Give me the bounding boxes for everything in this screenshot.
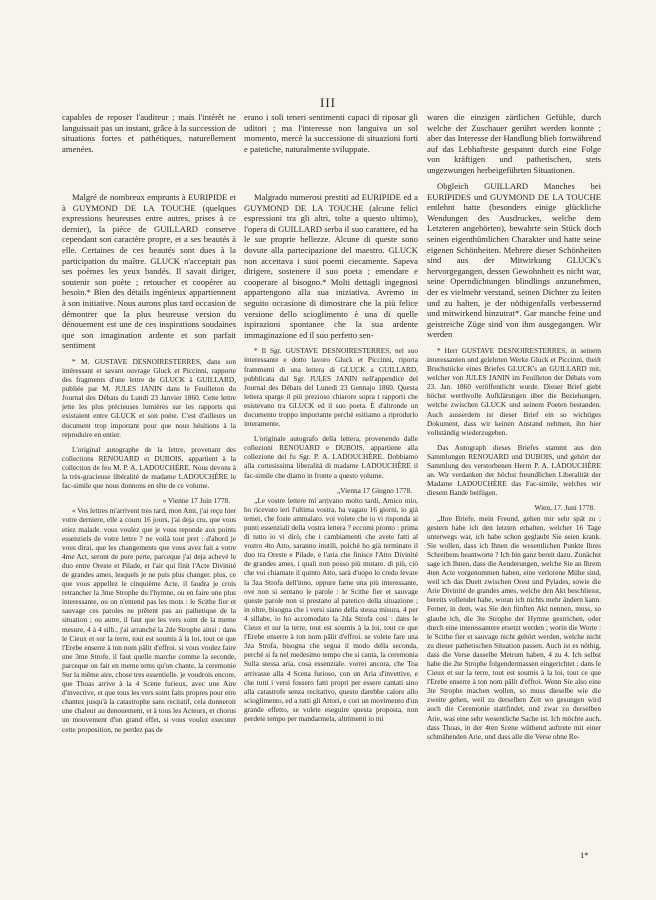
letter-dateline: Wien, 17. Juni 1778. [534, 503, 595, 513]
column-italian [244, 112, 418, 723]
letter-text: « Vos lettres m'arrivent tres tard, mon Ami, j'ai reçu hier votre derniere, elle a couru 16 jours, j'ai deja cru, que vous etiez malade. vous voulez que je vous reponde aux points essenziels de votre lettre ? ne voilà tout pret : d'abord je vous dirai, que les changements que vous avez fait a votre 4me Act, seront de pure perte, parceque j'ai deja achevé le duo entre Oreste et Pilade, et l'air qui finit l'Acte Divinité de grandes ames, lesquels je ne puis plus changer. plus, ce que vous appellez le cinquième Acte, il faudra je crois retrancher la 3me Strophe du l'hymne, ou en faire une plus interessante, ou on n'entend pas les mots : le Scithe fier et sauvage ces paroles ne prêtent pas au pathetique de la situation ; ou autre, il faut que les vers soint de la meme mesure, 4 à 4 silb., j'ai arranché la 2de Strophe ainsi : dans le Cieux et sur la terre, tout est soumis à la loi, tout ce que l'Erebe enserre à ton nom pâlit d'effroi. si vous voulez faire une 3me Strofe, il faut quelle marche comme la seconde, parceque on fait en meme tems qu'on chante, la ceremonie Sur la même aire, chose tres essentielle. je voudrois encore, que Thoas arrive à la 4 Scene furieux, avec une Aire d'invective, et que tous les vers soint faits propres pour etre chantez jusqu'à la catastrophe sans recitatif, cela donneroit une chaleur au denouement, et à tous les Acteurs, et chorus un mouvement d'un grand effet, si vous voulez executer cette proposition, ne perdez pas de [62, 506, 236, 734]
main-paragraph: Malgré de nombreux emprunts à EURIPIDE et à GUYMOND DE LA TOUCHE (quelques expressions heureuses entre autres, prises à ce dernier), la pièce de GUILLARD conserve cependant son caractère propre, et a ses beautés à elle. Certaines de ces beautés sont dues à la participation du maître. GLUCK n'acceptait pas ses poèmes les yeux bandés. Il savait diriger, soutenir son poète ; retoucher et coopérer au besoin.* Bien des détails ingénieux appartiennent à son initiative. Nous aurons plus tard occasion de démontrer que la plus heureuse version du dénouement est une de ces inspirations soudaines que son imagination ardente et son parfait sentiment [62, 192, 236, 351]
column-german [427, 112, 601, 741]
footnote-source: * M. GUSTAVE DESNOIRESTERRES, dans son intéressant et savant ouvrage Gluck et Piccinni, rapporte des fragments d'une lettre de GLUCK à GUILLARD, publiée par M. JULES JANIN dans le Feuilleton du Journal des Débats du Lundi 23 Janvier 1860. Cette lettre jette les plus précieuses lumières sur les rapports qui existaient entre GLUCK et son poète. C'est d'ailleurs un document trop important pour que nous hésitions à la reproduire en entier. [62, 356, 236, 439]
main-paragraph: Malgrado numerosi prestiti ad EURIPIDE ed a GUYMOND DE LA TOUCHE (alcune felici espressioni tra gli altri, tolte a questo ultimo), l'opera di GUILLARD serba il suo carattere, ed ha le sue proprie bellezze. Alcune di queste sono dovute alla partecipazione del maestro. GLUCK non accettava i suoi poemi ciecamente. Sapeva dirigere, sostenere il suo poeta ; emendare e cooperare al bisogno.* Molti dettagli ingegnosi appartengono alla sua iniziativa. Avremo in seguito occasione di dimostrare che la più felice versione dello scioglimento è una di quelle ispirazioni spontanee che la sua ardente immaginazione ed il suo perfetto sen- [244, 192, 418, 340]
intro-paragraph: erano i soli teneri sentimenti capaci di riposar gli uditori ; ma l'interesse non languiva un sol momento, mercè la successione di situazioni forti e patetiche, naturalmente sviluppate. [244, 112, 418, 154]
letter-text: „Le vostre lettere mi arrivano molto tardi, Amico mio, ho ricevuto ieri l'ultima vostra, ha vagato 16 giorni, io già temei, che foste ammalato. voi volete che io vi risponda ai punti essenziali della vostra lettera ? eccomi pronto : prima di tutto io vi dirò, che i cambiamenti che avete fatti al vostro 4to Atto, saranno inutili, poichè ho già terminato il duo tra Oreste e Pilade, e l'aria che finisce l'Atto Divinité de grandes ames, i quali non posso più mutare. di più, ciò che voi chiamate il quinto Atto, sarà d'uopo lo credo levare la 3za Strofa dell'inno, oppure farne una più interessante, ove non si sentano le parole : le Scithe fier et sauvage queste parole non si prestano al patetico della situazione ; in oltre, bisogna che i versi siano della stessa misura, 4 per 4 sillabe, io ho accomodato la 2da Strofa così : dans le Cieux et sur la terre, tout est soumis à la loi, tout ce que l'Erebe enserre à ton nom pâlit d'effroi. se volete fare una 3za Strofa, bisogna che segua il modo della seconda, perchè si fa nel medesimo tempo che si canta, la ceremonia Sulla stessa aria, cosa essenziale. vorrei ancora, che Toa arrivasse alla 4 Scena furioso, con un Aria d'invettive, e che tutti i versi fossero fatti propri per essere cantati sino alla catastrofe senza recitativo, questo darebbe calore allo scioglimento, ed a tutti gli Attori, e cori un movimento d'un grande effetto, se volete eseguire questa proposta, non perdete tempo per mandarmela, altrimenti io mi [244, 495, 418, 723]
sheet-signature: 1* [580, 850, 589, 860]
footnote-source: * Il Sgr. GUSTAVE DESNOIRESTERRES, nel suo interessante e dotto lavoro Gluck et Piccinni, riporta frammenti di una lettera di GLUCK a GUILLARD, pubblicata dal Sgr. JULES JANIN nell'appendice del Journal des Débats del Lunedì 23 Gennajo 1860. Questa lettera sparge il più prezioso chiarore sopra i rapporti che esistevano tra GLUCK ed il suo poeta. È d'altronde un documento troppo importante perchè esitiamo a riprodurlo interamente. [244, 346, 418, 429]
footnote-autograph: L'originale autografo della lettera, provenendo dalle collezioni RENOUARD e DUBOIS, appartiene alla collezione del fu Sgr. P. A. LADOUCHÈRE. Dobbiamo alla cortesissima liberalità di madame LADOUCHÈRE il fac-simile che diamo in fronte a questo volume. [244, 434, 418, 480]
letter-text: „Ihre Briefe, mein Freund, gehen mir sehr spät zu ; gestern habe ich den letzten erhalten, welcher 16 Tage unterwegs war, ich habe schon geglaubt Sie seien krank. Sie wollen, dass ich Ihnen die wesentlichen Punkte Ihres Schreibens beantworte ? Ich bin ganz bereit dazu. Zunächst sage ich Ihnen, dass die Aenderungen, welche Sie an Ihrem 4ten Acte vorgenommen haben, eine verlorene Mühe sind, weil ich das Duett zwischen Orest und Pylades, sowie die Arie Divinité de grandes ames, welche den Akt beschliesst, bereits vollendet habe, woran ich nichts mehr ändern kann. Ferner, in dem, was Sie den fünften Akt nennen, muss, so glaube ich, die 3te Strophe der Hymne gestrichen, oder durch eine interessantere ersetzt werden ; worin die Worte : le Scithe fier et sauvage nicht gehört werden, welche nicht zu dieser pathetischen Situation passen. Auch ist es nöthig, dass die Verse dasselbe Metrum haben, 4 zu 4. Ich selbst habe die 2te Strophe folgendermassen eingerichtet : dans le Cieux et sur la terre, tout est soumis à la loi, tout ce que l'Erebe enserre à ton nom pâlit d'effroi. Wenn Sie also eine 3te Strophe machen wollen, so muss dieselbe wie die zweite gehen, weil zu derselben Zeit wo gesungen wird auch die Ceremonie stattfindet, und zwar zu derselben Arie, was eine sehr wesentliche Sache ist. Ich möchte auch, dass Thoas, in der 4ten Scene wüthend auftrete mit einer schmähenden Arie, und dass alle die Verse ohne Re- [427, 513, 601, 741]
intro-paragraph: waren die einzigen zärtlichen Gefühle, durch welche der Zuschauer gerührt werden konnte ; aber das Interesse der Handlung blieb fortwährend auf das Lebhafteste gespannt durch eine Folge von kräftigen und pathetischen, stets ungezwungen herbeigeführten Situationen. [427, 112, 601, 175]
letter-dateline: „Vienna 17 Giugno 1778. [337, 485, 412, 495]
letter-dateline: « Vienne 17 Juin 1778. [162, 496, 230, 506]
intro-paragraph: capables de reposer l'auditeur ; mais l'intérêt ne languissait pas un instant, grâce à la succession de situations fortes et pathétiques, naturellement amenées. [62, 112, 236, 154]
footnote-source: * Herr GUSTAVE DESNOIRESTERRES, in seinem interessanten und gelehrten Werke Gluck et Piccinni, theilt Bruchstücke eines Briefes GLUCK's an GUILLARD mit, welcher von JULES JANIN im Feuilleton der Débats vom 23. Jan. 1860 veröffentlicht wurde. Dieser Brief giebt höchst werthvolle Aufklärungen über die Beziehungen, welche zwischen GLUCK und seinem Poeten bestanden. Auch ausserdem ist dieser Brief ein so wichtiges Dokument, dass wir keinen Anstand nehmen, ihn hier vollständig wiederzugeben. [427, 345, 601, 437]
column-french [62, 112, 236, 734]
footnote-autograph: L'original autographe de la lettre, provenant des collections RENOUARD et DUBOIS, appartient à la collection de feu M. P. A. LADOUCHÈRE. Nous devons à la très-gracieuse libéralité de madame LADOUCHÈRE le fac-simile que nous donnons en tête de ce volume. [62, 444, 236, 491]
footnote-autograph: Das Autograph dieses Briefes stammt aus den Sammlungen RENOUARD und DUBOIS, und gehört der Sammlung des verstorbenen Herrn P. A. LADOUCHÈRE an. Wir verdanken der höchst freundlichen Liberalität der Madame LADOUCHÈRE das Fac-simile, welches wir diesem Bande beifügen. [427, 442, 601, 498]
page-number: III [320, 95, 336, 110]
main-paragraph: Obgleich GUILLARD Manches bei EURIPIDES und GUYMOND DE LA TOUCHE entlehnt hatte (besonders einige glückliche Wendungen des Ausdruckes, welche dem Letzteren angehörten), bewahrte sein Stück doch seinen eigenthümlichen Charakter und hatte seine eigenen Schönheiten. Mehrere dieser Schönheiten sind aus der Mitwirkung GLUCK's hervorgegangen, dessen Gewohnheit es nicht war, seine Operndichtungen blindlings anzunehmen, der es vielmehr verstand, seinen Dichter zu leiten und zu halten, je der nöthigenfalls verbessernd und mitwirkend hinzutrat*. Gar manche feine und geistreiche Züge sind von ihm ausgegangen. Wir werden [427, 181, 601, 340]
